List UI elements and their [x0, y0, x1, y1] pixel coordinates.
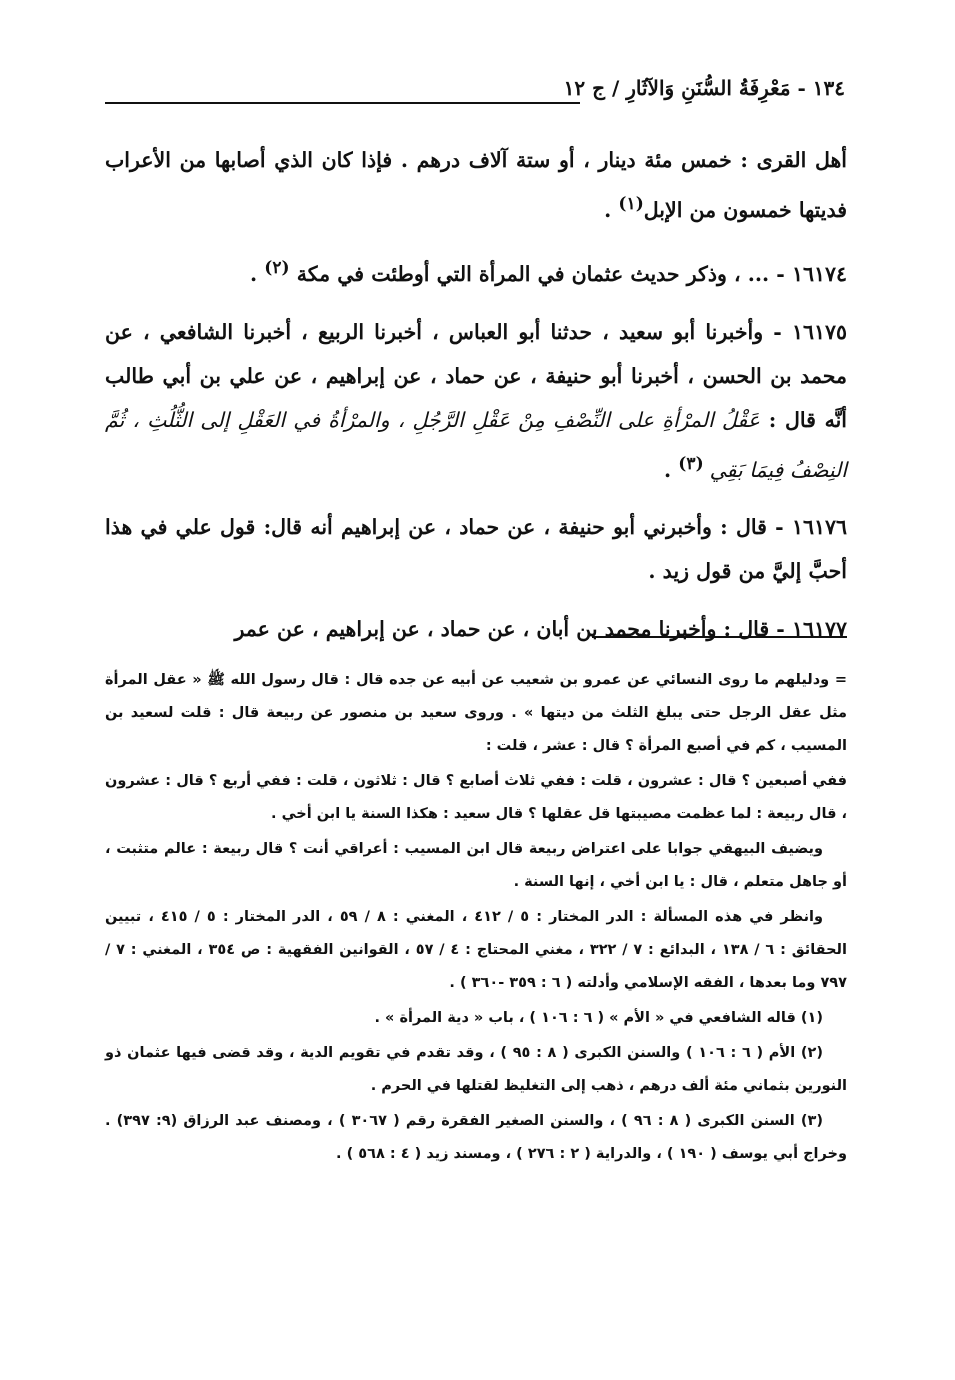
footnote-2: (٢) الأم ( ٦ : ١٠٦ ) والسنن الكبرى ( ٨ : ٩٥ ) ، وقد تقدم في تقويم الدية ، وقد قضى فيها عثمان ذو النورين بثماني مئة ألف درهم ، ذهب إلى التغليظ لقتلها في الحرم .: [105, 1045, 847, 1094]
hadith-16174: [105, 246, 847, 296]
header-rule: [105, 102, 580, 104]
paragraph-text: - ... ، وذكر حديث عثمان في المرأة التي أوطئت في مكة: [289, 261, 792, 286]
page-header: [105, 72, 845, 112]
footnote-continuation: وانظر في هذه المسألة : الدر المختار : ٥ / ٤١٢ ، المغني : ٨ / ٥٩ ، الدر المختار : ٥ / ٤١٥ ، تبيين الحقائق : ٦ / ١٣٨ ، البدائع : ٧ / ٣٢٢ ، مغني المحتاج : ٤ / ٥٧ ، القوانين الفقهية : ص ٣٥٤ ، المغني : ٧ / ٧٩٧ وما بعدها ، الفقه الإسلامي وأدلته ( ٦ : ٣٥٩ -٣٦٠ ) .: [105, 909, 847, 991]
hadith-number: ١٦١٧٧: [791, 617, 847, 642]
footnote-continuation: ويضيف البيهقي جوابا على اعتراض ربيعة قال ابن المسيب : أعراقي أنت ؟ قال ربيعة : عالم متثبت ، أو جاهل متعلم ، قال : يا ابن أخي ، إنها السنة .: [105, 841, 847, 890]
paragraph-text: - قال : وأخبرني أبو حنيفة ، عن حماد ، عن إبراهيم أنه قال: قول علي في هذا أحبَّ إليَّ من قول زيد .: [105, 515, 847, 584]
paragraph-text: - وأخبرنا أبو سعيد ، حدثنا أبو العباس ، أخبرنا الربيع ، أخبرنا الشافعي ، عن محمد بن الحسن ، أخبرنا أبو حنيفة ، عن حماد ، عن إبراهيم ، عن علي بن أبي طالب أنَّه قال :: [105, 319, 848, 432]
footnotes: [105, 664, 847, 1173]
paragraph-text: - قال : وأخبرنا محمد بن أبان ، عن حماد ، عن إبراهيم ، عن عمر: [234, 617, 792, 642]
paragraph-text: أهل القرى : خمس مئة دينار ، أو ستة آلاف درهم . فإذا كان الذي أصابها من الأعراب فديتها خمسون من الإبل: [105, 148, 847, 222]
footnote-continuation: = ودليلهم ما روى النسائي عن عمرو بن شعيب عن أبيه عن جده قال : قال رسول الله ﷺ « عقل المرأة مثل عقل الرجل حتى يبلغ الثلث من ديتها » . وروى سعيد بن منصور عن ربيعة قال : قلت لسعيد بن المسيب ، كم في أصبع المرأة ؟ قال : عشر ، قلت :: [105, 672, 847, 754]
footnote-ref-2: (٢): [264, 257, 290, 278]
footnote-separator: [592, 636, 847, 638]
paragraph-continuation: [105, 138, 847, 232]
footnote-ref-1: (١): [618, 194, 644, 214]
hadith-16177: [105, 607, 847, 651]
footnote-1: (١) قاله الشافعي في « الأم » ( ٦ : ١٠٦ ) ، باب « دية المرأة » .: [374, 1010, 823, 1026]
main-text: [105, 138, 847, 665]
quoted-text: عَقْلُ المرْأةِ على النِّصْفِ مِنْ عَقْلِ الرَّجُلِ ، والمرْأةُ في العَقْلِ إلى الثُّلُثِ ، ثُمَّ النِصْفُ فِيمَا بَقِي: [105, 407, 847, 482]
hadith-16175: [105, 310, 847, 492]
running-title: ١٣٤ - مَعْرِفَةُ السُّنَنِ وَالآثَارِ / ج ١٢: [563, 76, 845, 100]
period: .: [249, 261, 265, 286]
footnote-ref-3: (٣): [678, 453, 710, 474]
footnote-continuation: ففي أصبعين ؟ قال : عشرون ، قلت : ففي ثلاث أصابع ؟ قال : ثلاثون ، قلت : ففي أربع ؟ قال : عشرون ، قال ربيعة : لما عظمت مصيبتها قل عقلها ؟ قال سعيد : هكذا السنة يا ابن أخي .: [105, 773, 847, 822]
hadith-number: ١٦١٧٤: [791, 261, 847, 286]
hadith-number: ١٦١٧٥: [791, 319, 847, 344]
hadith-number: ١٦١٧٦: [791, 515, 847, 540]
period: .: [664, 457, 679, 482]
period: .: [604, 197, 619, 222]
footnote-3: (٣) السنن الكبرى ( ٨ : ٩٦ ) ، والسنن الصغير الفقرة رقم ( ٣٠٦٧ ) ، ومصنف عبد الرزاق (٩: ٣٩٧) . وخراج أبي يوسف ( ١٩٠ ) ، والدراية ( ٢ : ٢٧٦ ) ، ومسند زيد ( ٤ : ٥٦٨ ) .: [105, 1113, 847, 1162]
hadith-16176: [105, 505, 847, 593]
